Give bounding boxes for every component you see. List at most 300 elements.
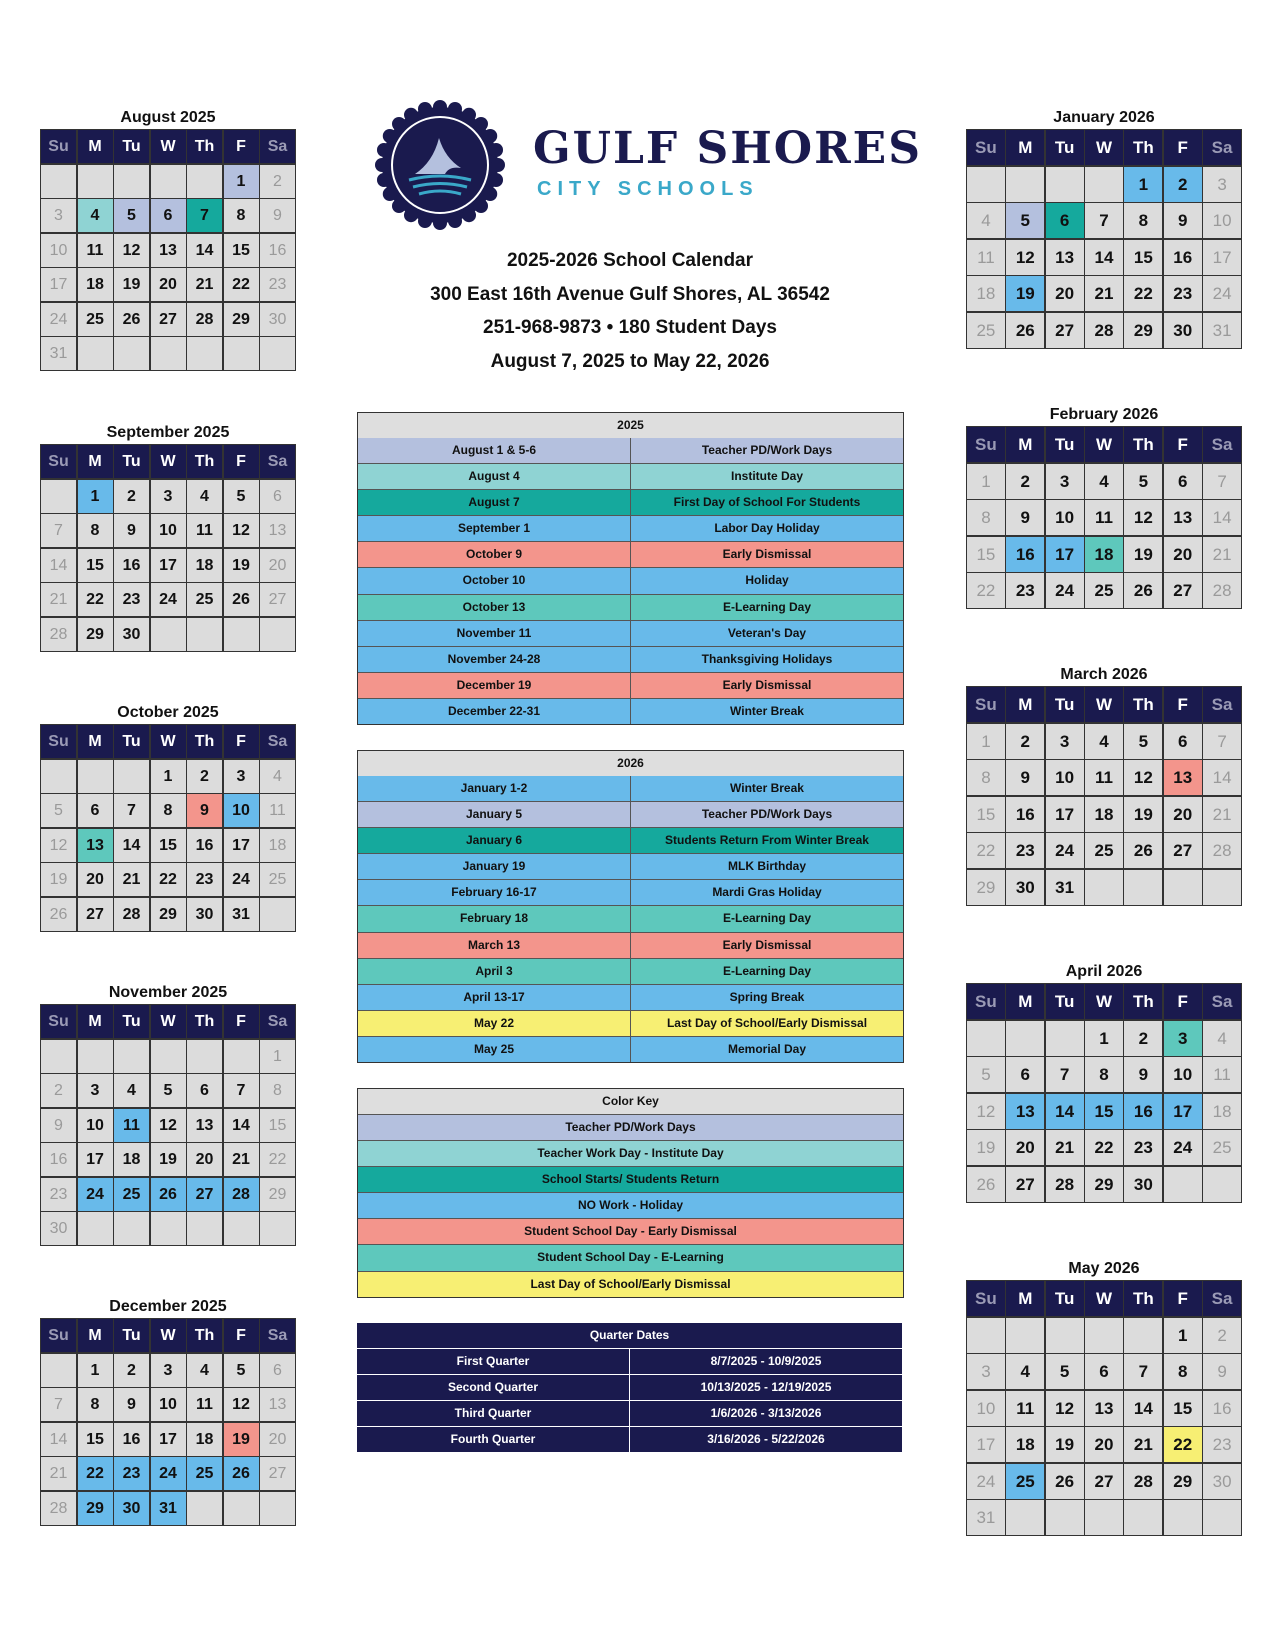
day-cell: 5 — [967, 1057, 1005, 1092]
empty-day-cell — [114, 760, 149, 793]
day-cell: 28 — [114, 898, 149, 931]
day-cell: 14 — [1085, 240, 1123, 275]
day-cell: 19 — [151, 1143, 186, 1176]
day-cell: 25 — [967, 313, 1005, 348]
weekday-header: Sa — [1203, 427, 1241, 462]
empty-day-cell — [78, 1212, 113, 1245]
event-row — [358, 438, 903, 463]
empty-day-cell — [41, 1354, 76, 1387]
weekday-header: F — [1164, 687, 1202, 722]
event-date: March 13 — [358, 933, 631, 958]
empty-day-cell — [260, 1212, 295, 1245]
brand-name: GULF SHORES — [533, 123, 922, 174]
event-date: April 3 — [358, 959, 631, 984]
day-cell: 7 — [1124, 1354, 1162, 1389]
empty-day-cell — [1006, 1318, 1044, 1353]
event-row — [358, 646, 903, 672]
day-cell: 25 — [1085, 573, 1123, 608]
weekday-header: F — [224, 1319, 259, 1352]
empty-day-cell — [114, 337, 149, 370]
day-cell: 20 — [1046, 276, 1084, 311]
weekday-header: M — [78, 445, 113, 478]
empty-day-cell — [260, 898, 295, 931]
day-cell: 21 — [224, 1143, 259, 1176]
day-cell: 1 — [967, 724, 1005, 759]
day-cell: 30 — [187, 898, 222, 931]
quarter-dates-heading: Quarter Dates — [589, 1328, 670, 1342]
empty-day-cell — [151, 618, 186, 651]
month-title: November 2025 — [108, 984, 228, 1001]
empty-day-cell — [1124, 870, 1162, 905]
quarter-name: Fourth Quarter — [357, 1427, 630, 1452]
weekday-header: Sa — [260, 445, 295, 478]
day-cell: 10 — [41, 234, 76, 267]
seal-edge-scallop — [375, 158, 389, 172]
day-cell: 2 — [1164, 167, 1202, 202]
weekday-header: F — [1164, 1281, 1202, 1316]
empty-day-cell — [187, 165, 222, 198]
weekday-header: M — [78, 130, 113, 163]
seal-edge-scallop — [474, 199, 488, 213]
empty-day-cell — [1085, 870, 1123, 905]
weekday-header: Th — [187, 1005, 222, 1038]
empty-day-cell — [224, 1040, 259, 1073]
day-cell: 19 — [1124, 797, 1162, 832]
day-cell: 20 — [78, 863, 113, 896]
day-cell: 20 — [1164, 537, 1202, 572]
day-cell: 16 — [1203, 1391, 1241, 1426]
day-cell: 14 — [41, 549, 76, 582]
empty-day-cell — [41, 165, 76, 198]
day-cell: 29 — [224, 303, 259, 336]
weekday-header: F — [1164, 427, 1202, 462]
empty-day-cell — [1046, 167, 1084, 202]
day-cell: 28 — [1046, 1167, 1084, 1202]
empty-day-cell — [260, 618, 295, 651]
weekday-header: Su — [967, 427, 1005, 462]
day-cell: 15 — [224, 234, 259, 267]
day-cell: 27 — [151, 303, 186, 336]
day-cell: 28 — [1203, 573, 1241, 608]
day-cell: 22 — [967, 833, 1005, 868]
day-cell: 7 — [1085, 203, 1123, 238]
empty-day-cell — [1085, 167, 1123, 202]
empty-day-cell — [78, 1040, 113, 1073]
day-cell: 2 — [114, 1354, 149, 1387]
calendar-august-2025 — [40, 107, 296, 371]
weekday-header: Th — [1124, 984, 1162, 1019]
day-cell: 24 — [151, 1457, 186, 1490]
day-cell: 7 — [41, 1388, 76, 1421]
day-cell: 23 — [1124, 1130, 1162, 1165]
day-cell: 19 — [1046, 1427, 1084, 1462]
day-cell: 3 — [1046, 464, 1084, 499]
day-cell: 14 — [224, 1109, 259, 1142]
quarter-dates-table — [357, 1323, 902, 1452]
empty-day-cell — [1164, 1167, 1202, 1202]
day-cell: 30 — [114, 1492, 149, 1525]
day-cell: 23 — [1006, 573, 1044, 608]
day-cell: 21 — [41, 583, 76, 616]
day-cell: 13 — [1006, 1094, 1044, 1129]
month-title: May 2026 — [1068, 1260, 1140, 1277]
day-cell: 3 — [1203, 167, 1241, 202]
day-cell: 11 — [187, 514, 222, 547]
day-cell: 7 — [41, 514, 76, 547]
event-date: December 19 — [358, 673, 631, 698]
day-cell: 25 — [78, 303, 113, 336]
quarter-name: Second Quarter — [357, 1375, 630, 1400]
empty-day-cell — [1006, 1500, 1044, 1535]
empty-day-cell — [151, 165, 186, 198]
day-cell: 6 — [151, 199, 186, 232]
event-row — [358, 594, 903, 620]
day-cell: 12 — [967, 1094, 1005, 1129]
weekday-header: W — [1085, 687, 1123, 722]
day-cell: 30 — [1124, 1167, 1162, 1202]
weekday-header: Th — [187, 445, 222, 478]
weekday-header: M — [1006, 427, 1044, 462]
day-cell: 1 — [1124, 167, 1162, 202]
event-description: Mardi Gras Holiday — [712, 885, 822, 900]
quarter-dates: 8/7/2025 - 10/9/2025 — [710, 1354, 822, 1368]
month-grid — [966, 129, 1242, 349]
event-description: Last Day of School/Early Dismissal — [666, 1015, 868, 1030]
day-cell: 7 — [1203, 464, 1241, 499]
seal-edge-scallop — [462, 108, 476, 122]
day-cell: 23 — [260, 268, 295, 301]
event-date: August 7 — [358, 490, 631, 515]
day-cell: 8 — [967, 760, 1005, 795]
day-cell: 4 — [967, 203, 1005, 238]
calendar-info — [360, 244, 900, 378]
day-cell: 10 — [967, 1391, 1005, 1426]
day-cell: 24 — [78, 1178, 113, 1211]
event-row — [358, 1036, 903, 1062]
empty-day-cell — [114, 165, 149, 198]
color-key-table — [357, 1088, 904, 1298]
weekday-header: W — [1085, 1281, 1123, 1316]
day-cell: 12 — [1006, 240, 1044, 275]
weekday-header: M — [1006, 687, 1044, 722]
calendar-may-2026 — [966, 1258, 1242, 1536]
color-key-item: Last Day of School/Early Dismissal — [358, 1271, 903, 1297]
day-cell: 13 — [260, 1388, 295, 1421]
quarter-dates: 10/13/2025 - 12/19/2025 — [700, 1380, 832, 1395]
day-cell: 8 — [224, 199, 259, 232]
event-date: April 13-17 — [358, 985, 631, 1010]
day-cell: 13 — [1164, 500, 1202, 535]
day-cell: 20 — [260, 1423, 295, 1456]
weekday-header: M — [78, 1319, 113, 1352]
day-cell: 8 — [78, 1388, 113, 1421]
seal-edge-scallop — [418, 102, 432, 116]
weekday-header: W — [151, 130, 186, 163]
day-cell: 2 — [1203, 1318, 1241, 1353]
weekday-header: F — [1164, 984, 1202, 1019]
day-cell: 16 — [1164, 240, 1202, 275]
day-cell: 15 — [260, 1109, 295, 1142]
day-cell: 26 — [224, 1457, 259, 1490]
seal-edge-scallop — [489, 173, 503, 187]
weekday-header: Th — [187, 130, 222, 163]
events-2025-heading: 2025 — [358, 413, 903, 438]
day-cell: 23 — [1203, 1427, 1241, 1462]
day-cell: 24 — [1046, 573, 1084, 608]
day-cell: 8 — [151, 794, 186, 827]
day-cell: 27 — [1046, 313, 1084, 348]
calendar-title: 2025-2026 School Calendar — [506, 250, 754, 271]
day-cell: 31 — [151, 1492, 186, 1525]
day-cell: 22 — [1124, 276, 1162, 311]
day-cell: 21 — [114, 863, 149, 896]
day-cell: 5 — [1046, 1354, 1084, 1389]
day-cell: 11 — [1085, 760, 1123, 795]
day-cell: 12 — [1124, 500, 1162, 535]
day-cell: 23 — [114, 1457, 149, 1490]
day-cell: 10 — [151, 1388, 186, 1421]
quarter-dates: 1/6/2026 - 3/13/2026 — [710, 1406, 822, 1421]
month-title: October 2025 — [117, 704, 219, 721]
day-cell: 5 — [224, 1354, 259, 1387]
empty-day-cell — [187, 1492, 222, 1525]
event-description: Institute Day — [730, 469, 803, 484]
empty-day-cell — [41, 760, 76, 793]
day-cell: 25 — [114, 1178, 149, 1211]
day-cell: 6 — [260, 480, 295, 513]
day-cell: 17 — [41, 268, 76, 301]
day-cell: 19 — [1006, 276, 1044, 311]
month-grid — [40, 1318, 296, 1526]
empty-day-cell — [260, 337, 295, 370]
event-description: Spring Break — [729, 989, 805, 1004]
day-cell: 2 — [1124, 1021, 1162, 1056]
day-cell: 18 — [114, 1143, 149, 1176]
day-cell: 29 — [78, 618, 113, 651]
day-cell: 2 — [260, 165, 295, 198]
event-row — [358, 827, 903, 853]
empty-day-cell — [114, 1040, 149, 1073]
month-title: September 2025 — [106, 424, 230, 441]
event-description: Students Return From Winter Break — [665, 833, 869, 848]
day-cell: 13 — [78, 829, 113, 862]
event-date: October 13 — [358, 595, 631, 620]
empty-day-cell — [41, 1040, 76, 1073]
day-cell: 10 — [1046, 760, 1084, 795]
weekday-header: Su — [967, 984, 1005, 1019]
day-cell: 9 — [1006, 760, 1044, 795]
weekday-header: Su — [41, 130, 76, 163]
empty-day-cell — [1085, 1318, 1123, 1353]
day-cell: 16 — [41, 1143, 76, 1176]
day-cell: 21 — [1203, 797, 1241, 832]
empty-day-cell — [967, 167, 1005, 202]
empty-day-cell — [187, 618, 222, 651]
day-cell: 31 — [967, 1500, 1005, 1535]
event-description: Memorial Day — [727, 1041, 807, 1056]
event-description: Early Dismissal — [722, 937, 812, 952]
day-cell: 11 — [967, 240, 1005, 275]
day-cell: 14 — [41, 1423, 76, 1456]
day-cell: 3 — [1164, 1021, 1202, 1056]
day-cell: 27 — [1164, 573, 1202, 608]
day-cell: 6 — [1085, 1354, 1123, 1389]
day-cell: 17 — [1203, 240, 1241, 275]
event-description: Early Dismissal — [722, 547, 812, 562]
weekday-header: M — [78, 725, 113, 758]
weekday-header: Th — [1124, 687, 1162, 722]
weekday-header: W — [1085, 427, 1123, 462]
weekday-header: M — [1006, 1281, 1044, 1316]
weekday-header: Tu — [114, 725, 149, 758]
seal-edge-scallop — [483, 129, 497, 143]
day-cell: 28 — [187, 303, 222, 336]
day-cell: 15 — [1164, 1391, 1202, 1426]
seal-edge-scallop — [377, 173, 391, 187]
day-cell: 26 — [1124, 573, 1162, 608]
empty-day-cell — [224, 618, 259, 651]
event-row — [358, 567, 903, 593]
weekday-header: Su — [41, 445, 76, 478]
quarter-dates: 3/16/2026 - 5/22/2026 — [707, 1432, 825, 1447]
day-cell: 30 — [1203, 1464, 1241, 1499]
weekday-header: M — [1006, 130, 1044, 165]
day-cell: 14 — [187, 234, 222, 267]
day-cell: 20 — [1164, 797, 1202, 832]
day-cell: 5 — [224, 480, 259, 513]
event-description: Teacher PD/Work Days — [701, 443, 833, 457]
day-cell: 16 — [1124, 1094, 1162, 1129]
school-seal-logo-icon — [375, 100, 505, 230]
seal-edge-scallop — [448, 214, 462, 228]
month-grid — [40, 724, 296, 932]
event-row — [358, 776, 903, 801]
day-cell: 26 — [967, 1167, 1005, 1202]
empty-day-cell — [187, 1212, 222, 1245]
day-cell: 13 — [151, 234, 186, 267]
day-cell: 15 — [967, 797, 1005, 832]
event-row — [358, 1010, 903, 1036]
day-cell: 19 — [114, 268, 149, 301]
day-cell: 18 — [1203, 1094, 1241, 1129]
empty-day-cell — [1203, 1500, 1241, 1535]
day-cell: 24 — [1164, 1130, 1202, 1165]
event-date: November 11 — [358, 621, 631, 646]
event-description: E-Learning Day — [722, 911, 812, 926]
event-description: E-Learning Day — [722, 963, 812, 978]
event-description: Labor Day Holiday — [714, 521, 820, 536]
day-cell: 16 — [114, 549, 149, 582]
day-cell: 9 — [114, 1388, 149, 1421]
day-cell: 22 — [967, 573, 1005, 608]
event-row — [358, 515, 903, 541]
weekday-header: Th — [187, 725, 222, 758]
day-cell: 9 — [187, 794, 222, 827]
color-key-item: NO Work - Holiday — [358, 1192, 903, 1218]
weekday-header: Sa — [260, 725, 295, 758]
day-cell: 7 — [1046, 1057, 1084, 1092]
seal-edge-scallop — [418, 214, 432, 228]
empty-day-cell — [224, 1212, 259, 1245]
weekday-header: Tu — [114, 445, 149, 478]
day-cell: 8 — [967, 500, 1005, 535]
event-date: August 1 & 5-6 — [358, 438, 631, 463]
event-row — [358, 801, 903, 827]
day-cell: 1 — [78, 480, 113, 513]
day-cell: 19 — [1124, 537, 1162, 572]
weekday-header: Tu — [1046, 130, 1084, 165]
phone-and-days: 251-968-9873 • 180 Student Days — [483, 317, 777, 338]
event-date: May 25 — [358, 1037, 631, 1062]
day-cell: 31 — [1203, 313, 1241, 348]
day-cell: 8 — [1164, 1354, 1202, 1389]
day-cell: 16 — [260, 234, 295, 267]
day-cell: 9 — [1203, 1354, 1241, 1389]
day-cell: 24 — [1046, 833, 1084, 868]
day-cell: 18 — [187, 549, 222, 582]
day-cell: 8 — [1085, 1057, 1123, 1092]
event-date: February 18 — [358, 906, 631, 931]
day-cell: 21 — [1085, 276, 1123, 311]
empty-day-cell — [1046, 1500, 1084, 1535]
day-cell: 9 — [1006, 500, 1044, 535]
empty-day-cell — [1006, 167, 1044, 202]
day-cell: 31 — [41, 337, 76, 370]
weekday-header: Sa — [260, 1005, 295, 1038]
day-cell: 17 — [967, 1427, 1005, 1462]
day-cell: 4 — [1085, 464, 1123, 499]
day-cell: 18 — [78, 268, 113, 301]
event-description: Early Dismissal — [722, 677, 812, 692]
empty-day-cell — [78, 760, 113, 793]
day-cell: 29 — [260, 1178, 295, 1211]
weekday-header: Su — [967, 687, 1005, 722]
school-address: 300 East 16th Avenue Gulf Shores, AL 36542 — [430, 283, 830, 305]
day-cell: 18 — [187, 1423, 222, 1456]
event-description: MLK Birthday — [728, 859, 806, 874]
day-cell: 17 — [1164, 1094, 1202, 1129]
day-cell: 10 — [1046, 500, 1084, 535]
day-cell: 4 — [1085, 724, 1123, 759]
weekday-header: M — [78, 1005, 113, 1038]
day-cell: 13 — [187, 1109, 222, 1142]
weekday-header: W — [1085, 984, 1123, 1019]
day-cell: 29 — [1164, 1464, 1202, 1499]
day-cell: 25 — [1203, 1130, 1241, 1165]
event-date: May 22 — [358, 1011, 631, 1036]
day-cell: 28 — [1203, 833, 1241, 868]
weekday-header: Tu — [1046, 1281, 1084, 1316]
empty-day-cell — [187, 337, 222, 370]
day-cell: 30 — [260, 303, 295, 336]
day-cell: 25 — [1006, 1464, 1044, 1499]
day-cell: 8 — [78, 514, 113, 547]
day-cell: 29 — [1124, 313, 1162, 348]
color-key-item: Student School Day - E-Learning — [358, 1244, 903, 1270]
calendar-december-2025 — [40, 1296, 296, 1526]
day-cell: 11 — [260, 794, 295, 827]
weekday-header: Tu — [1046, 687, 1084, 722]
weekday-header: Th — [1124, 1281, 1162, 1316]
day-cell: 23 — [187, 863, 222, 896]
day-cell: 26 — [1006, 313, 1044, 348]
day-cell: 21 — [187, 268, 222, 301]
day-cell: 30 — [1006, 870, 1044, 905]
day-cell: 14 — [114, 829, 149, 862]
day-cell: 11 — [1085, 500, 1123, 535]
day-cell: 19 — [41, 863, 76, 896]
day-cell: 4 — [187, 480, 222, 513]
